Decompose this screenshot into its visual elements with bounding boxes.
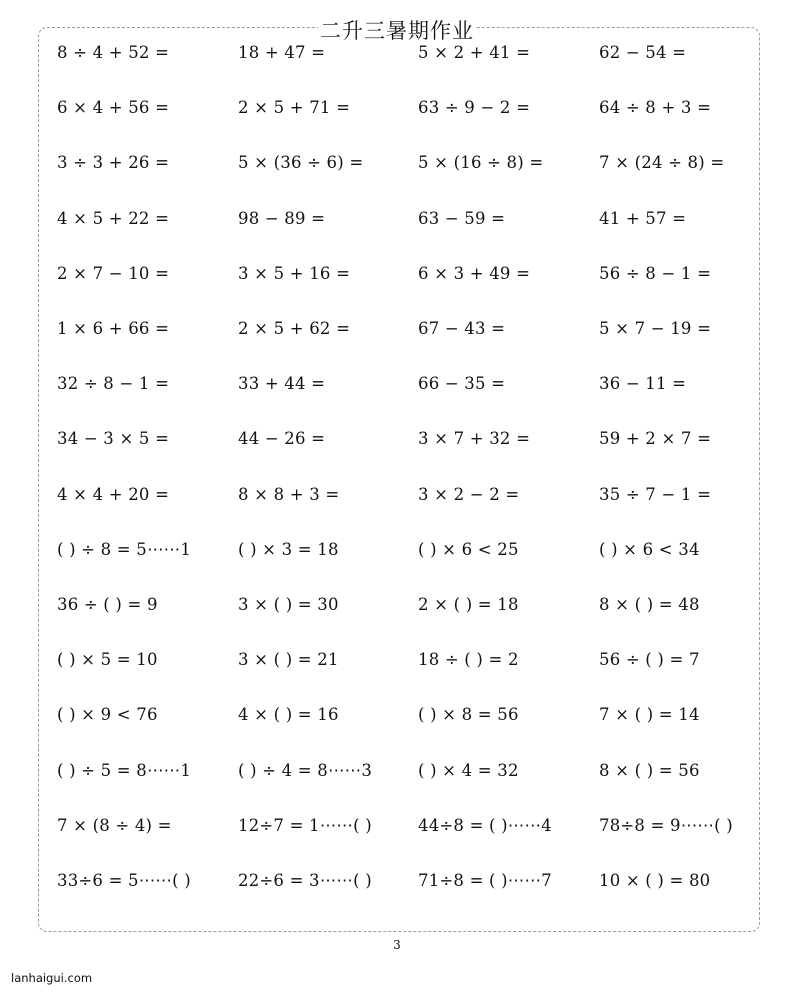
problem-row xyxy=(0,40,794,66)
math-problem: 8 × 8 + 3 = xyxy=(238,484,340,504)
math-problem: 3 ÷ 3 + 26 = xyxy=(57,153,170,173)
math-problem: 2 × 7 − 10 = xyxy=(57,263,170,283)
math-problem: 56 ÷ 8 − 1 = xyxy=(599,263,712,283)
problem-row xyxy=(0,95,794,121)
page-title-text: 二升三暑期作业 xyxy=(320,19,474,43)
math-problem: 5 × 7 − 19 = xyxy=(599,319,712,338)
math-problem: 63 − 59 = xyxy=(418,208,506,228)
problem-row xyxy=(0,813,794,839)
math-problem: 2 × ( ) = 18 xyxy=(418,595,519,614)
math-problem: 18 ÷ ( ) = 2 xyxy=(418,650,519,670)
math-problem: ( ) × 3 = 18 xyxy=(238,539,339,559)
math-problem: 5 × (16 ÷ 8) = xyxy=(418,153,544,173)
math-problem: 18 + 47 = xyxy=(238,43,326,62)
math-problem: 3 × 5 + 16 = xyxy=(238,263,351,283)
problem-row xyxy=(0,150,794,176)
math-problem: 56 ÷ ( ) = 7 xyxy=(599,650,700,670)
problem-row xyxy=(0,206,794,232)
math-problem: ( ) ÷ 5 = 8⋯⋯1 xyxy=(57,760,192,780)
math-problem: 32 ÷ 8 − 1 = xyxy=(57,374,170,394)
math-problem: ( ) × 5 = 10 xyxy=(57,650,158,670)
math-problem: 1 × 6 + 66 = xyxy=(57,319,170,338)
math-problem: 12÷7 = 1⋯⋯( ) xyxy=(238,815,372,835)
problem-row xyxy=(0,702,794,728)
math-problem: 3 × 7 + 32 = xyxy=(418,429,531,449)
problem-row xyxy=(0,868,794,894)
math-problem: 36 ÷ ( ) = 9 xyxy=(57,595,158,614)
math-problem: 34 − 3 × 5 = xyxy=(57,429,170,449)
math-problem: 64 ÷ 8 + 3 = xyxy=(599,98,712,118)
math-problem: 8 × ( ) = 48 xyxy=(599,595,700,614)
math-problem: 7 × (8 ÷ 4) = xyxy=(57,815,172,835)
problem-row xyxy=(0,758,794,784)
math-problem: 10 × ( ) = 80 xyxy=(599,871,711,890)
math-problem: 7 × (24 ÷ 8) = xyxy=(599,153,725,173)
math-problem: 78÷8 = 9⋯⋯( ) xyxy=(599,815,733,835)
math-problem: ( ) × 6 < 25 xyxy=(418,539,519,559)
math-problem: ( ) × 6 < 34 xyxy=(599,539,700,559)
math-problem: 33 + 44 = xyxy=(238,374,326,394)
math-problem: 2 × 5 + 62 = xyxy=(238,319,351,338)
problem-row xyxy=(0,316,794,342)
math-problem: 3 × ( ) = 21 xyxy=(238,650,339,670)
problem-row xyxy=(0,261,794,287)
math-problem: 8 × ( ) = 56 xyxy=(599,760,700,780)
math-problem: 6 × 3 + 49 = xyxy=(418,263,531,283)
math-problem: ( ) ÷ 8 = 5⋯⋯1 xyxy=(57,539,192,559)
math-problem: 63 ÷ 9 − 2 = xyxy=(418,98,531,118)
math-problem: 41 + 57 = xyxy=(599,208,687,228)
problem-row xyxy=(0,592,794,618)
math-problem: 2 × 5 + 71 = xyxy=(238,98,351,118)
math-problem: 66 − 35 = xyxy=(418,374,506,394)
math-problem: ( ) × 8 = 56 xyxy=(418,705,519,725)
math-problem: 6 × 4 + 56 = xyxy=(57,98,170,118)
math-problem: 22÷6 = 3⋯⋯( ) xyxy=(238,871,372,890)
math-problem: 7 × ( ) = 14 xyxy=(599,705,700,725)
problem-row xyxy=(0,647,794,673)
math-problem: 5 × (36 ÷ 6) = xyxy=(238,153,364,173)
math-problem: 3 × 2 − 2 = xyxy=(418,484,520,504)
math-problem: 44÷8 = ( )⋯⋯4 xyxy=(418,815,552,835)
math-problem: ( ) ÷ 4 = 8⋯⋯3 xyxy=(238,760,373,780)
math-problem: 71÷8 = ( )⋯⋯7 xyxy=(418,871,552,890)
math-problem: 3 × ( ) = 30 xyxy=(238,595,339,614)
math-problem: 4 × ( ) = 16 xyxy=(238,705,339,725)
math-problem: 4 × 5 + 22 = xyxy=(57,208,170,228)
math-problem: 98 − 89 = xyxy=(238,208,326,228)
math-problem: 67 − 43 = xyxy=(418,319,506,338)
math-problem: 8 ÷ 4 + 52 = xyxy=(57,43,170,62)
math-problem: 44 − 26 = xyxy=(238,429,326,449)
math-problem: ( ) × 9 < 76 xyxy=(57,705,158,725)
site-watermark: lanhaigui.com xyxy=(11,971,93,985)
math-problem: 33÷6 = 5⋯⋯( ) xyxy=(57,871,191,890)
problem-row xyxy=(0,371,794,397)
math-problem: ( ) × 4 = 32 xyxy=(418,760,519,780)
math-problem: 36 − 11 = xyxy=(599,374,687,394)
problem-row xyxy=(0,537,794,563)
math-problem: 4 × 4 + 20 = xyxy=(57,484,170,504)
page-number: 3 xyxy=(393,938,401,952)
math-problem: 5 × 2 + 41 = xyxy=(418,43,531,62)
problem-row xyxy=(0,426,794,452)
math-problem: 62 − 54 = xyxy=(599,43,687,62)
math-problem: 59 + 2 × 7 = xyxy=(599,429,712,449)
math-problem: 35 ÷ 7 − 1 = xyxy=(599,484,712,504)
problem-row xyxy=(0,482,794,508)
